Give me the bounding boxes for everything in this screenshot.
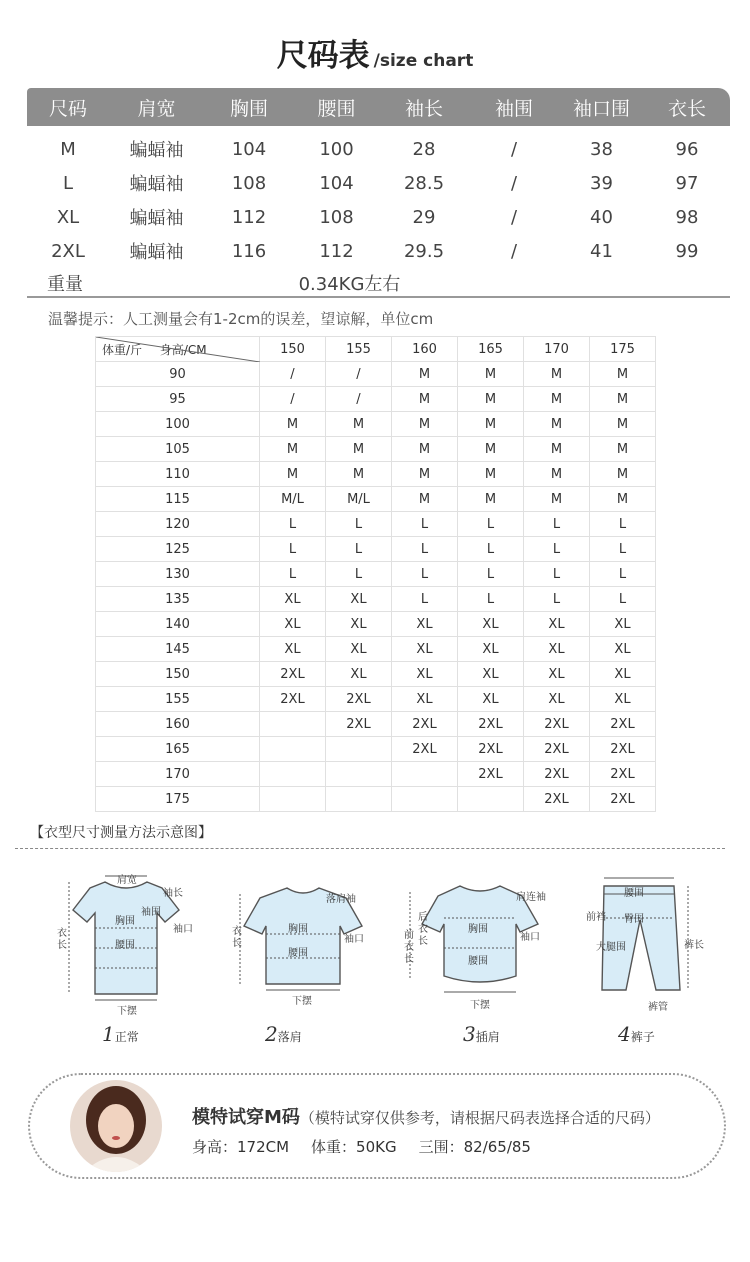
diagram-name: 正常 [114,1030,139,1044]
size-cell: XL [392,637,458,662]
label-cuff: 袖口 [344,934,364,945]
label-cuff: 袖口 [520,932,540,943]
size-cell: 2XL [326,712,392,737]
size-cell: 2XL [260,687,326,712]
size-cell: M [392,387,458,412]
size-row-xl [27,200,730,234]
size-cell: M [392,362,458,387]
grid-body [96,362,656,812]
model-fitting-prefix: 模特试穿 [192,1107,264,1128]
weight-cell: 135 [96,587,260,612]
grid-row [96,762,656,787]
weight-cell: 110 [96,462,260,487]
height-col: 155 [326,337,392,362]
model-fitting-line [192,1103,660,1129]
diagram-number: 2 [265,1022,278,1046]
size-cell [326,737,392,762]
size-cell: L [260,537,326,562]
size-cell: M [458,437,524,462]
size-cell: XL [524,687,590,712]
label-back-length: 后衣长 [418,912,428,947]
size-cell: XL [260,612,326,637]
grid-row [96,662,656,687]
cell: 112 [231,206,267,228]
header-cuff: 袖口围 [572,97,630,120]
diagram-name: 插肩 [475,1030,500,1044]
cell: M [60,138,76,160]
size-cell: 2XL [458,712,524,737]
cell: 29.5 [403,240,445,262]
header-chest: 胸围 [229,97,268,120]
weight-label: 重量 [47,274,83,295]
grid-row [96,437,656,462]
cell: 99 [675,240,699,262]
size-cell: XL [326,662,392,687]
size-cell: 2XL [590,712,656,737]
size-table-header [27,88,730,126]
grid-row [96,612,656,637]
height-col: 175 [590,337,656,362]
size-cell: 2XL [590,737,656,762]
weight-cell: 145 [96,637,260,662]
size-cell: 2XL [590,762,656,787]
size-cell: M [260,462,326,487]
size-table [27,88,730,298]
label-sleeve-girth: 袖围 [141,907,161,918]
size-cell: L [260,562,326,587]
weight-cell: 175 [96,787,260,812]
label-shoulder: 肩宽 [117,875,137,886]
label-pants-length: 裤长 [684,940,704,951]
size-cell: / [326,362,392,387]
label-sleeve-length: 袖长 [163,888,183,899]
method-title: 【衣型尺寸测量方法示意图】 [30,825,212,841]
label-waist: 腰围 [624,888,644,899]
size-cell: L [590,562,656,587]
size-cell [260,787,326,812]
cell: 108 [319,206,354,228]
height-col: 150 [260,337,326,362]
cell: 蝙蝠袖 [129,140,184,161]
size-cell: M [524,462,590,487]
size-cell: L [392,562,458,587]
size-cell: / [260,387,326,412]
size-cell: 2XL [260,662,326,687]
size-cell: M [326,437,392,462]
size-cell: L [392,587,458,612]
size-cell: M [524,437,590,462]
grid-row [96,387,656,412]
size-cell: XL [590,637,656,662]
size-cell: XL [458,662,524,687]
model-portrait-icon [70,1080,162,1172]
size-cell: L [326,537,392,562]
size-cell: M [392,487,458,512]
cell: 39 [590,172,613,194]
weight-cell: 165 [96,737,260,762]
grid-row [96,687,656,712]
grid-row [96,637,656,662]
size-cell: M [458,462,524,487]
cell: 蝙蝠袖 [129,208,184,229]
title-main: 尺码表 [276,38,370,74]
label-leg-opening: 裤管 [648,1002,668,1013]
label-waist: 腰围 [115,940,135,951]
size-cell: M [326,462,392,487]
size-cell: / [260,362,326,387]
size-cell: 2XL [524,737,590,762]
size-cell: M [392,462,458,487]
model-weight: 体重：50KG [311,1138,397,1156]
size-cell [260,762,326,787]
grid-row [96,512,656,537]
cell: 蝙蝠袖 [129,242,184,263]
size-cell: M [590,487,656,512]
size-cell: XL [392,687,458,712]
corner-weight-label: 体重/斤 [102,342,143,357]
cell: 96 [675,138,699,160]
size-cell: M/L [326,487,392,512]
cell: L [62,172,74,194]
size-cell: XL [326,637,392,662]
size-cell: L [260,512,326,537]
cell: 28 [412,138,436,160]
size-cell: M [458,387,524,412]
size-cell: M [524,487,590,512]
size-cell: XL [458,637,524,662]
size-cell: XL [458,687,524,712]
diagram-regular [55,868,205,1017]
size-cell [392,787,458,812]
diagram-name: 裤子 [630,1030,655,1044]
model-avatar [70,1080,162,1172]
page-title [0,30,750,75]
diagram-number: 3 [463,1022,476,1046]
corner-height-label: 身高/CM [159,342,207,357]
diagram-raglan [400,868,550,1012]
weight-cell: 125 [96,537,260,562]
size-cell: L [326,512,392,537]
grid-header-row [96,337,656,362]
header-sleeve-length: 袖长 [404,97,443,120]
model-fitting-note: （模特试穿仅供参考，请根据尺码表选择合适的尺码） [299,1109,660,1127]
weight-value: 0.34KG左右 [298,274,401,295]
size-cell: M [392,412,458,437]
dashed-divider [15,848,725,849]
section-divider [27,296,730,298]
size-cell: XL [590,662,656,687]
cell: 40 [590,206,613,228]
label-chest: 胸围 [468,924,488,935]
weight-cell: 140 [96,612,260,637]
header-sleeve-girth: 袖围 [494,97,533,120]
weight-cell: 120 [96,512,260,537]
size-cell: M/L [260,487,326,512]
size-cell: M [524,387,590,412]
diagram-caption-2 [265,1022,302,1046]
diagram-caption-1 [102,1022,139,1046]
label-waist: 腰围 [468,956,488,967]
label-hem: 下摆 [292,996,312,1007]
size-cell: 2XL [392,712,458,737]
weight-row [27,268,730,298]
label-chest: 胸围 [115,916,135,927]
header-shoulder: 肩宽 [137,97,176,120]
size-cell: 2XL [458,737,524,762]
model-stats-line [192,1136,553,1157]
weight-cell: 130 [96,562,260,587]
weight-cell: 170 [96,762,260,787]
grid-row [96,587,656,612]
weight-cell: 115 [96,487,260,512]
grid-corner-cell [96,337,260,362]
grid-row [96,537,656,562]
size-cell: M [590,412,656,437]
size-cell: L [458,512,524,537]
model-fitting-size: M码 [264,1107,300,1128]
grid-row [96,712,656,737]
size-cell: M [524,412,590,437]
grid-row [96,362,656,387]
size-cell: L [458,562,524,587]
size-cell: XL [392,612,458,637]
cell: 104 [231,138,267,160]
header-waist: 腰围 [317,97,356,120]
size-recommendation-table [95,336,656,812]
diagram-number: 1 [102,1022,115,1046]
cell: 112 [319,240,354,262]
header-length: 衣长 [667,97,706,120]
grid-row [96,412,656,437]
label-drop-sleeve: 落肩袖 [326,894,356,905]
label-waist: 腰围 [288,948,308,959]
size-cell: L [326,562,392,587]
size-cell: 2XL [590,787,656,812]
size-cell: 2XL [524,712,590,737]
size-cell: L [524,512,590,537]
weight-cell: 160 [96,712,260,737]
cell: 28.5 [403,172,445,194]
size-cell: M [458,487,524,512]
cell: 2XL [51,240,85,262]
size-cell [326,762,392,787]
label-hem: 下摆 [117,1006,137,1017]
model-height: 身高：172CM [192,1138,290,1156]
label-raglan: 肩连袖 [516,892,546,903]
size-cell: 2XL [326,687,392,712]
cell: / [510,206,518,228]
cell: XL [56,206,80,228]
title-sub: /size chart [373,51,474,71]
label-length: 衣长 [232,926,242,949]
cell: 38 [590,138,613,160]
diagram-pants [580,868,710,1012]
size-cell: XL [392,662,458,687]
grid-row [96,462,656,487]
cell: / [510,240,518,262]
size-cell: L [392,512,458,537]
size-cell [326,787,392,812]
cell: 97 [675,172,699,194]
size-cell: 2XL [392,737,458,762]
cell: 蝙蝠袖 [129,174,184,195]
cell: / [510,172,518,194]
height-col: 170 [524,337,590,362]
label-chest: 胸围 [288,924,308,935]
label-cuff: 袖口 [173,924,193,935]
size-cell [458,787,524,812]
size-cell: L [458,537,524,562]
size-cell: M [458,412,524,437]
size-cell: XL [326,587,392,612]
size-cell: M [524,362,590,387]
size-cell: XL [590,687,656,712]
cell: 100 [319,138,354,160]
grid-row [96,487,656,512]
label-front-length: 前衣长 [404,930,414,965]
label-thigh: 大腿围 [596,942,626,953]
size-cell: 2XL [458,762,524,787]
corner-diagonal [96,337,260,362]
size-cell: L [524,537,590,562]
model-measurements: 三围：82/65/85 [418,1138,531,1156]
diagram-drop-shoulder [232,868,382,1012]
weight-cell: 90 [96,362,260,387]
grid-row [96,787,656,812]
size-cell: XL [326,612,392,637]
size-cell: L [458,587,524,612]
weight-cell: 95 [96,387,260,412]
size-cell [260,712,326,737]
size-cell: XL [524,662,590,687]
size-row-m [27,132,730,166]
cell: 116 [231,240,267,262]
size-cell: M [392,437,458,462]
diagram-caption-4 [618,1022,655,1046]
size-cell: L [524,562,590,587]
size-cell: M [590,362,656,387]
size-cell: XL [590,612,656,637]
weight-cell: 100 [96,412,260,437]
grid-row [96,737,656,762]
cell: 104 [319,172,354,194]
size-cell: XL [260,637,326,662]
header-size: 尺码 [48,97,87,120]
size-cell: M [590,437,656,462]
weight-cell: 150 [96,662,260,687]
measurement-tip: 温馨提示：人工测量会有1-2cm的误差，望谅解，单位cm [48,310,434,328]
size-cell: XL [458,612,524,637]
size-cell: L [590,512,656,537]
size-cell [260,737,326,762]
diagram-caption-3 [463,1022,500,1046]
label-length: 衣长 [57,928,67,951]
size-cell: XL [260,587,326,612]
cell: 98 [675,206,699,228]
size-cell: 2XL [524,787,590,812]
grid-row [96,562,656,587]
size-cell: L [392,537,458,562]
size-cell: 2XL [524,762,590,787]
size-row-2xl [27,234,730,268]
cell: 29 [412,206,436,228]
size-row-l [27,166,730,200]
height-col: 160 [392,337,458,362]
diagram-name: 落肩 [277,1030,302,1044]
size-cell: / [326,387,392,412]
diagram-number: 4 [618,1022,631,1046]
label-hem: 下摆 [470,1000,490,1011]
cell: 108 [231,172,267,194]
size-cell: XL [524,612,590,637]
size-cell: M [260,437,326,462]
size-cell: XL [524,637,590,662]
size-cell: M [326,412,392,437]
size-cell: M [590,387,656,412]
size-cell [392,762,458,787]
size-cell: M [260,412,326,437]
size-cell: M [590,462,656,487]
label-hip: 臀围 [624,914,644,925]
size-cell: M [458,362,524,387]
cell: 41 [590,240,613,262]
weight-cell: 105 [96,437,260,462]
weight-cell: 155 [96,687,260,712]
label-front-rise: 前裆 [586,912,606,923]
height-col: 165 [458,337,524,362]
size-cell: L [590,587,656,612]
cell: / [510,138,518,160]
size-cell: L [590,537,656,562]
size-cell: L [524,587,590,612]
